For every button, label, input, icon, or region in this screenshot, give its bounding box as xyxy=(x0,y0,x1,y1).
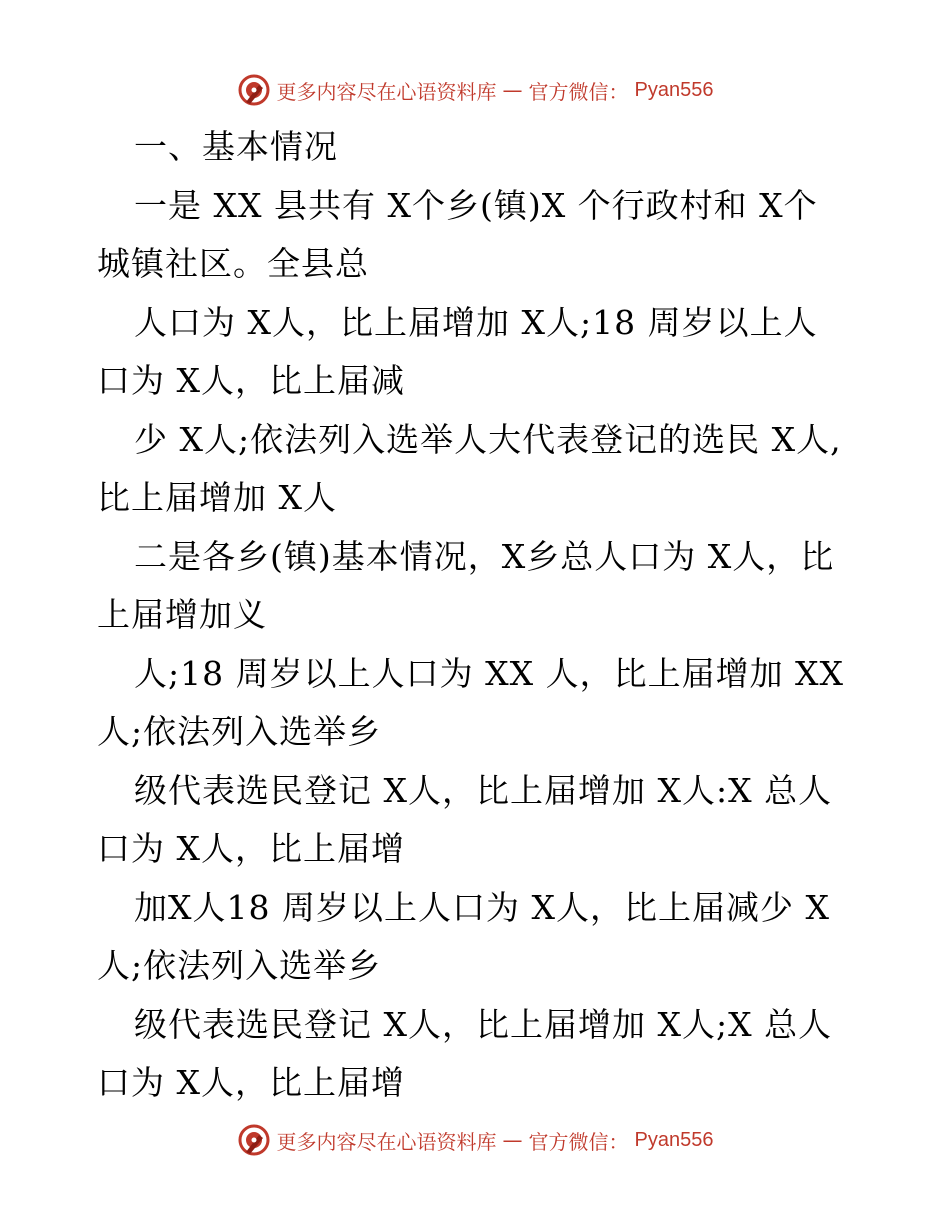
watermark-dash: — xyxy=(502,1128,523,1152)
text-line: 级代表选民登记 X人，比上届增加 X人:X 总人 xyxy=(134,770,833,810)
pen-nib-seal-icon xyxy=(237,73,271,107)
text-line: 人;18 周岁以上人口为 XX 人，比上届增加 XX xyxy=(134,653,845,693)
text-line: 比上届增加 X人 xyxy=(97,478,337,517)
text-line: 口为 X人，比上届增 xyxy=(97,829,405,868)
document-body xyxy=(97,118,857,1113)
text-line: 人;依法列入选举乡 xyxy=(97,946,382,985)
watermark-dash: — xyxy=(502,78,523,102)
watermark-official-label: 官方微信： xyxy=(528,79,629,104)
text-line: 少 X人;依法列入选举人大代表登记的选民 X人, xyxy=(134,419,842,459)
text-line: 级代表选民登记 X人，比上届增加 X人;X 总人 xyxy=(134,1004,833,1044)
text-line: 加X人18 周岁以上人口为 X人，比上届减少 X xyxy=(134,887,830,927)
watermark-brand: 更多内容尽在心语资料库 xyxy=(276,79,497,104)
pen-nib-seal-icon xyxy=(237,1123,271,1157)
watermark-brand: 更多内容尽在心语资料库 xyxy=(276,1129,497,1154)
footer-watermark xyxy=(0,1120,950,1160)
watermark-wechat-id: Pyan556 xyxy=(634,1128,714,1151)
text-line: 一是 XX 县共有 X个乡(镇)X 个行政村和 X个 xyxy=(134,185,818,225)
text-line: 人;依法列入选举乡 xyxy=(97,712,382,751)
text-line: 二是各乡(镇)基本情况，X乡总人口为 X人，比 xyxy=(134,536,835,576)
watermark-wechat-id: Pyan556 xyxy=(634,78,714,101)
text-line: 上届增加义 xyxy=(97,595,267,634)
text-line: 城镇社区。全县总 xyxy=(97,244,369,283)
text-line: 人口为 X人，比上届增加 X人;18 周岁以上人 xyxy=(134,302,818,342)
text-line: 口为 X人，比上届增 xyxy=(97,1063,405,1102)
text-line: 口为 X人，比上届减 xyxy=(97,361,405,400)
watermark-official-label: 官方微信： xyxy=(528,1129,629,1154)
header-watermark xyxy=(0,70,950,110)
text-line: 一、基本情况 xyxy=(134,127,338,166)
